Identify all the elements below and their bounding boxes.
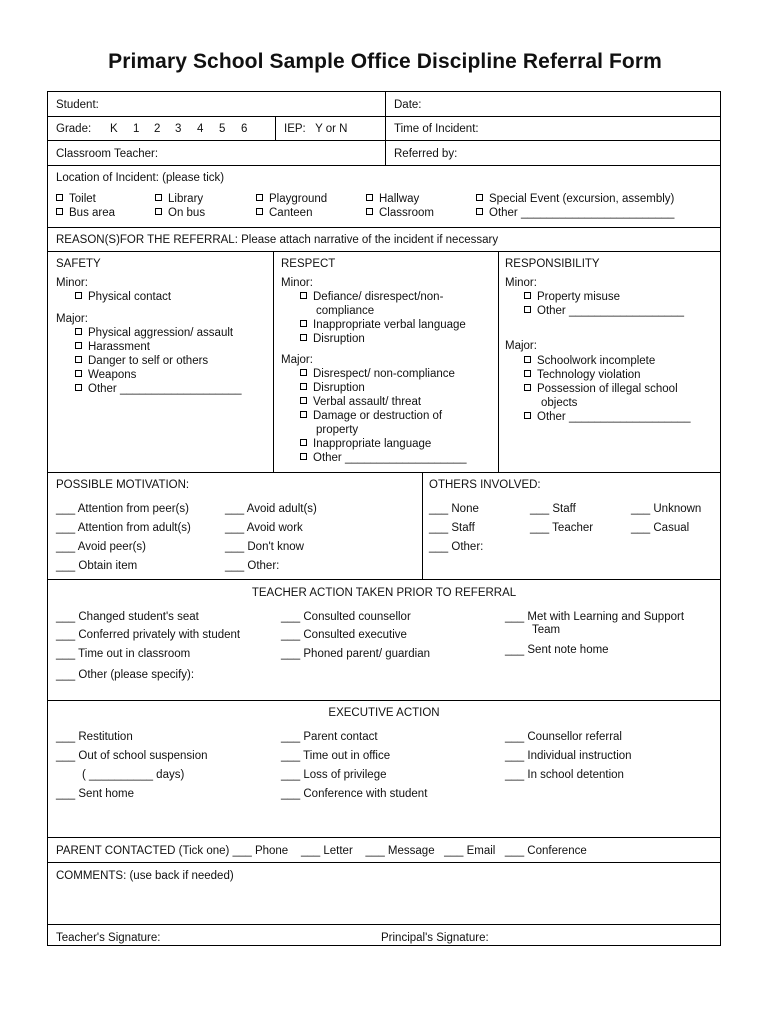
executive-action-option[interactable]: ___ Conference with student xyxy=(281,788,428,800)
checkbox-icon[interactable] xyxy=(155,208,162,215)
motivation-option[interactable]: ___ Avoid adult(s) xyxy=(225,503,317,515)
respect-minor-label: Minor: xyxy=(281,277,313,289)
teacher-action-option[interactable]: ___ Other (please specify): xyxy=(56,669,195,681)
referral-form xyxy=(47,91,721,946)
checkbox-icon[interactable] xyxy=(256,208,263,215)
date-field[interactable]: Date: xyxy=(394,99,422,111)
location-option[interactable]: Special Event (excursion, assembly) xyxy=(476,192,674,206)
suspension-days-field[interactable]: ( __________ days) xyxy=(82,769,185,781)
referred-by-field[interactable]: Referred by: xyxy=(394,148,458,160)
location-label: Location of Incident: (please tick) xyxy=(56,172,225,184)
teacher-action-option[interactable]: ___ Conferred privately with student xyxy=(56,629,241,641)
executive-action-option[interactable]: ___ In school detention xyxy=(505,769,624,781)
responsibility-major-label: Major: xyxy=(505,340,537,352)
teacher-action-option[interactable]: ___ Consulted counsellor xyxy=(281,611,411,623)
iep-field[interactable]: IEP: Y or N xyxy=(284,123,348,135)
checkbox-icon[interactable] xyxy=(476,194,483,201)
checkbox-icon[interactable] xyxy=(524,292,531,299)
motivation-option[interactable]: ___ Attention from peer(s) xyxy=(56,503,189,515)
safety-title: SAFETY xyxy=(56,258,101,270)
respect-major-item[interactable]: Verbal assault/ threat xyxy=(300,395,421,409)
others-option[interactable]: ___ Teacher xyxy=(530,522,594,534)
responsibility-major-item[interactable]: Possession of illegal school xyxy=(524,382,678,396)
checkbox-icon[interactable] xyxy=(524,356,531,363)
checkbox-icon[interactable] xyxy=(256,194,263,201)
respect-major-item[interactable]: Inappropriate language xyxy=(300,437,431,451)
checkbox-icon[interactable] xyxy=(75,328,82,335)
respect-major-item[interactable]: Other ___________________ xyxy=(300,451,466,465)
principal-signature-field[interactable]: Principal's Signature: xyxy=(381,932,489,944)
location-option[interactable]: Toilet xyxy=(56,192,96,206)
grade-option[interactable]: 6 xyxy=(241,123,248,135)
teacher-action-option-cont: Team xyxy=(532,624,561,636)
executive-action-option[interactable]: ___ Restitution xyxy=(56,731,133,743)
time-of-incident-field[interactable]: Time of Incident: xyxy=(394,123,479,135)
responsibility-major-item[interactable]: Schoolwork incomplete xyxy=(524,354,655,368)
responsibility-major-item-cont: objects xyxy=(541,397,578,409)
checkbox-icon[interactable] xyxy=(300,453,307,460)
checkbox-icon[interactable] xyxy=(75,356,82,363)
others-option[interactable]: ___ Unknown xyxy=(631,503,702,515)
grade-option[interactable]: 5 xyxy=(219,123,226,135)
executive-action-title: EXECUTIVE ACTION xyxy=(328,707,440,719)
executive-action-option[interactable]: ___ Out of school suspension xyxy=(56,750,208,762)
location-option[interactable]: On bus xyxy=(155,206,205,220)
teacher-action-option[interactable]: ___ Phoned parent/ guardian xyxy=(281,648,430,660)
grade-option[interactable]: 3 xyxy=(175,123,182,135)
responsibility-major-item[interactable]: Technology violation xyxy=(524,368,641,382)
checkbox-icon[interactable] xyxy=(300,369,307,376)
classroom-teacher-field[interactable]: Classroom Teacher: xyxy=(56,148,159,160)
checkbox-icon[interactable] xyxy=(300,411,307,418)
others-option[interactable]: ___ Casual xyxy=(631,522,690,534)
safety-major-label: Major: xyxy=(56,313,88,325)
grade-option[interactable]: 2 xyxy=(154,123,161,135)
executive-action-option[interactable]: ___ Loss of privilege xyxy=(281,769,387,781)
executive-action-option[interactable]: ___ Time out in office xyxy=(281,750,391,762)
location-option[interactable]: Playground xyxy=(256,192,327,206)
respect-title: RESPECT xyxy=(281,258,336,270)
checkbox-icon[interactable] xyxy=(75,384,82,391)
motivation-title: POSSIBLE MOTIVATION: xyxy=(56,479,190,491)
checkbox-icon[interactable] xyxy=(75,342,82,349)
safety-major-item[interactable]: Other ___________________ xyxy=(75,382,241,396)
teacher-action-option[interactable]: ___ Time out in classroom xyxy=(56,648,191,660)
checkbox-icon[interactable] xyxy=(524,370,531,377)
others-option[interactable]: ___ None xyxy=(429,503,479,515)
teacher-action-option[interactable]: ___ Consulted executive xyxy=(281,629,407,641)
checkbox-icon[interactable] xyxy=(75,370,82,377)
respect-minor-item[interactable]: Defiance/ disrespect/non- xyxy=(300,290,443,304)
grade-option[interactable]: 1 xyxy=(133,123,140,135)
checkbox-icon[interactable] xyxy=(366,208,373,215)
motivation-option[interactable]: ___ Obtain item xyxy=(56,560,138,572)
checkbox-icon[interactable] xyxy=(155,194,162,201)
form-title: Primary School Sample Office Discipline Referral Form xyxy=(108,50,662,73)
responsibility-minor-label: Minor: xyxy=(505,277,537,289)
executive-action-option[interactable]: ___ Sent home xyxy=(56,788,135,800)
motivation-option[interactable]: ___ Other: xyxy=(225,560,280,572)
respect-major-label: Major: xyxy=(281,354,313,366)
executive-action-option[interactable]: ___ Counsellor referral xyxy=(505,731,622,743)
safety-major-item[interactable]: Harassment xyxy=(75,340,150,354)
motivation-option[interactable]: ___ Avoid peer(s) xyxy=(56,541,146,553)
checkbox-icon[interactable] xyxy=(56,194,63,201)
safety-major-item[interactable]: Physical aggression/ assault xyxy=(75,326,233,340)
checkbox-icon[interactable] xyxy=(476,208,483,215)
teacher-signature-field[interactable]: Teacher's Signature: xyxy=(56,932,161,944)
teacher-action-option[interactable]: ___ Met with Learning and Support xyxy=(505,611,685,623)
grade-option[interactable]: K xyxy=(110,123,118,135)
checkbox-icon[interactable] xyxy=(524,412,531,419)
safety-major-item[interactable]: Weapons xyxy=(75,368,136,382)
others-option[interactable]: ___ Staff xyxy=(429,522,475,534)
others-option[interactable]: ___ Staff xyxy=(530,503,576,515)
checkbox-icon[interactable] xyxy=(300,383,307,390)
responsibility-minor-item[interactable]: Property misuse xyxy=(524,290,620,304)
executive-action-option[interactable]: ___ Parent contact xyxy=(281,731,378,743)
checkbox-icon[interactable] xyxy=(56,208,63,215)
responsibility-title: RESPONSIBILITY xyxy=(505,258,600,270)
others-option[interactable]: ___ Other: xyxy=(429,541,484,553)
comments-field[interactable]: COMMENTS: (use back if needed) xyxy=(56,870,234,882)
checkbox-icon[interactable] xyxy=(300,292,307,299)
location-option[interactable]: Library xyxy=(155,192,203,206)
grade-label: Grade: xyxy=(56,123,92,135)
respect-major-item[interactable]: Disrespect/ non-compliance xyxy=(300,367,455,381)
reason-header: REASON(S)FOR THE REFERRAL: Please attach narrative of the incident if necessary xyxy=(56,234,499,246)
location-option[interactable]: Other ________________________ xyxy=(476,206,674,220)
student-field[interactable]: Student: xyxy=(56,99,99,111)
location-option[interactable]: Hallway xyxy=(366,192,419,206)
location-option[interactable]: Bus area xyxy=(56,206,115,220)
teacher-action-title: TEACHER ACTION TAKEN PRIOR TO REFERRAL xyxy=(251,587,517,599)
checkbox-icon[interactable] xyxy=(524,384,531,391)
safety-minor-label: Minor: xyxy=(56,277,88,289)
teacher-action-option[interactable]: ___ Changed student's seat xyxy=(56,611,199,623)
respect-major-item-cont: property xyxy=(316,424,359,436)
grade-option[interactable]: 4 xyxy=(197,123,204,135)
location-option[interactable]: Classroom xyxy=(366,206,434,220)
executive-action-option[interactable]: ___ Individual instruction xyxy=(505,750,632,762)
checkbox-icon[interactable] xyxy=(300,320,307,327)
checkbox-icon[interactable] xyxy=(75,292,82,299)
parent-contacted-row[interactable]: PARENT CONTACTED (Tick one) ___ Phone ___ Letter ___ Message ___ Email ___ Conference xyxy=(56,845,587,857)
checkbox-icon[interactable] xyxy=(524,306,531,313)
location-option[interactable]: Canteen xyxy=(256,206,312,220)
safety-minor-item[interactable]: Physical contact xyxy=(75,290,171,304)
responsibility-major-item[interactable]: Other ___________________ xyxy=(524,410,690,424)
respect-minor-item[interactable]: Inappropriate verbal language xyxy=(300,318,466,332)
others-title: OTHERS INVOLVED: xyxy=(429,479,541,491)
safety-major-item[interactable]: Danger to self or others xyxy=(75,354,208,368)
respect-minor-item-cont: compliance xyxy=(316,305,375,317)
motivation-option[interactable]: ___ Don't know xyxy=(225,541,304,553)
checkbox-icon[interactable] xyxy=(366,194,373,201)
motivation-option[interactable]: ___ Avoid work xyxy=(225,522,303,534)
checkbox-icon[interactable] xyxy=(300,334,307,341)
respect-minor-item[interactable]: Disruption xyxy=(300,332,365,346)
checkbox-icon[interactable] xyxy=(300,397,307,404)
teacher-action-option[interactable]: ___ Sent note home xyxy=(505,644,609,656)
checkbox-icon[interactable] xyxy=(300,439,307,446)
respect-major-item[interactable]: Disruption xyxy=(300,381,365,395)
respect-major-item[interactable]: Damage or destruction of xyxy=(300,409,442,423)
responsibility-minor-item[interactable]: Other __________________ xyxy=(524,304,684,318)
motivation-option[interactable]: ___ Attention from adult(s) xyxy=(56,522,191,534)
